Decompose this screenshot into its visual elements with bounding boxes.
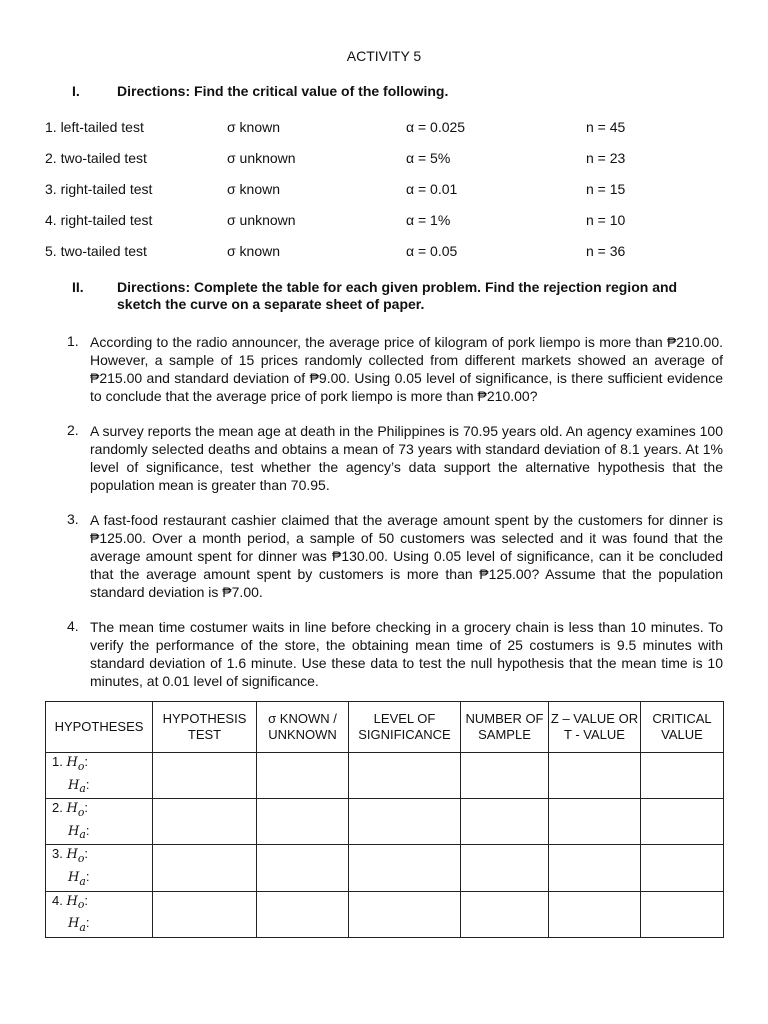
- problem-text: A fast-food restaurant cashier claimed that the average amount spent by the customers for dinner is ₱125.00. Over a month period, a sample of 50 customers was selected and it was found that the average amount spent for dinner was ₱130.00. Using 0.05 level of significance, can it be concluded that the average amount spent by customers is more than ₱125.00? Assume that the population standard deviation is ₱7.00.: [90, 512, 723, 600]
- answer-cell[interactable]: [641, 845, 724, 891]
- hypotheses-cell: 3. $H_o$: $H_a$:: [46, 845, 153, 891]
- header-number-of-sample: NUMBER OF SAMPLE: [461, 702, 549, 753]
- sample-size: n = 10: [586, 212, 626, 228]
- answer-cell[interactable]: [153, 753, 257, 799]
- header-hypotheses: HYPOTHESES: [46, 702, 153, 753]
- answer-cell[interactable]: [549, 753, 641, 799]
- answer-cell[interactable]: [549, 891, 641, 937]
- section-2-number: II.: [72, 279, 84, 295]
- sigma-status: σ known: [227, 243, 280, 259]
- section-1-directions: Directions: Find the critical value of the following.: [117, 83, 449, 99]
- answer-cell[interactable]: [349, 753, 461, 799]
- section-1-number: I.: [72, 83, 80, 99]
- answer-cell[interactable]: [349, 799, 461, 845]
- sample-size: n = 23: [586, 150, 626, 166]
- problem-number: 3.: [67, 511, 79, 527]
- test-type: 5. two-tailed test: [45, 243, 147, 259]
- problem-number: 4.: [67, 618, 79, 634]
- header-sigma-known: σ KNOWN / UNKNOWN: [257, 702, 349, 753]
- answer-cell[interactable]: [257, 845, 349, 891]
- header-critical-value: CRITICAL VALUE: [641, 702, 724, 753]
- header-hypothesis-test: HYPOTHESIS TEST: [153, 702, 257, 753]
- test-type: 2. two-tailed test: [45, 150, 147, 166]
- critical-value-item: [45, 181, 725, 201]
- answer-cell[interactable]: [641, 753, 724, 799]
- sigma-status: σ known: [227, 181, 280, 197]
- answer-cell[interactable]: [549, 799, 641, 845]
- answer-cell[interactable]: [641, 799, 724, 845]
- alpha-value: α = 0.01: [406, 181, 458, 197]
- hypotheses-cell: 1. $H_o$: $H_a$:: [46, 753, 153, 799]
- answer-cell[interactable]: [349, 891, 461, 937]
- header-z-or-t-value: Z – VALUE OR T - VALUE: [549, 702, 641, 753]
- table-row: [46, 753, 724, 799]
- table-row: [46, 845, 724, 891]
- answer-cell[interactable]: [257, 799, 349, 845]
- header-level-of-significance: LEVEL OF SIGNIFICANCE: [349, 702, 461, 753]
- answer-cell[interactable]: [641, 891, 724, 937]
- answer-cell[interactable]: [257, 891, 349, 937]
- answer-cell[interactable]: [461, 799, 549, 845]
- alpha-value: α = 5%: [406, 150, 451, 166]
- answer-cell[interactable]: [153, 891, 257, 937]
- critical-value-item: [45, 212, 725, 232]
- test-type: 1. left-tailed test: [45, 119, 144, 135]
- test-type: 3. right-tailed test: [45, 181, 153, 197]
- sample-size: n = 15: [586, 181, 626, 197]
- sample-size: n = 45: [586, 119, 626, 135]
- alpha-value: α = 1%: [406, 212, 451, 228]
- page-title: ACTIVITY 5: [346, 48, 422, 64]
- critical-value-item: [45, 243, 725, 263]
- answer-cell[interactable]: [549, 845, 641, 891]
- problem-number: 1.: [67, 333, 79, 349]
- problem-text: According to the radio announcer, the average price of kilogram of pork liempo is more than ₱210.00. However, a sample of 15 prices randomly collected from different markets showed an average of ₱215.00 and standard deviation of ₱9.00. Using 0.05 level of significance, is there sufficient evidence to conclude that the average price of pork liempo is more than ₱210.00?: [90, 334, 723, 404]
- problem-number: 2.: [67, 422, 79, 438]
- answer-cell[interactable]: [153, 799, 257, 845]
- test-type: 4. right-tailed test: [45, 212, 153, 228]
- answer-cell[interactable]: [153, 845, 257, 891]
- answer-cell[interactable]: [349, 845, 461, 891]
- table-header-row: [46, 702, 724, 753]
- problem-text: A survey reports the mean age at death in the Philippines is 70.95 years old. An agency examines 100 randomly selected deaths and obtains a mean of 73 years with standard deviation of 8.1 years. At 1% level of significance, test whether the agency’s data support the alternative hypothesis that the population mean is greater than 70.95.: [90, 423, 723, 493]
- sigma-status: σ unknown: [227, 150, 296, 166]
- table-row: [46, 891, 724, 937]
- sigma-status: σ unknown: [227, 212, 296, 228]
- answer-cell[interactable]: [461, 891, 549, 937]
- alpha-value: α = 0.05: [406, 243, 458, 259]
- answer-cell[interactable]: [461, 753, 549, 799]
- sample-size: n = 36: [586, 243, 626, 259]
- critical-value-item: [45, 119, 725, 139]
- sigma-status: σ known: [227, 119, 280, 135]
- answer-cell[interactable]: [257, 753, 349, 799]
- problem-text: The mean time costumer waits in line before checking in a grocery chain is less than 10 minutes. To verify the performance of the store, the obtaining mean time of 25 costumers is 9.5 minutes with standard deviation of 1.6 minute. Use these data to test the null hypothesis that the mean time is 10 minutes, at 0.01 level of significance.: [90, 619, 723, 689]
- table-row: [46, 799, 724, 845]
- answer-table: [45, 701, 724, 938]
- hypotheses-cell: 2. $H_o$: $H_a$:: [46, 799, 153, 845]
- hypotheses-cell: 4. $H_o$: $H_a$:: [46, 891, 153, 937]
- answer-cell[interactable]: [461, 845, 549, 891]
- section-2-directions: Directions: Complete the table for each given problem. Find the rejection region and sketch the curve on a separate sheet of paper.: [117, 279, 678, 312]
- critical-value-item: [45, 150, 725, 170]
- alpha-value: α = 0.025: [406, 119, 466, 135]
